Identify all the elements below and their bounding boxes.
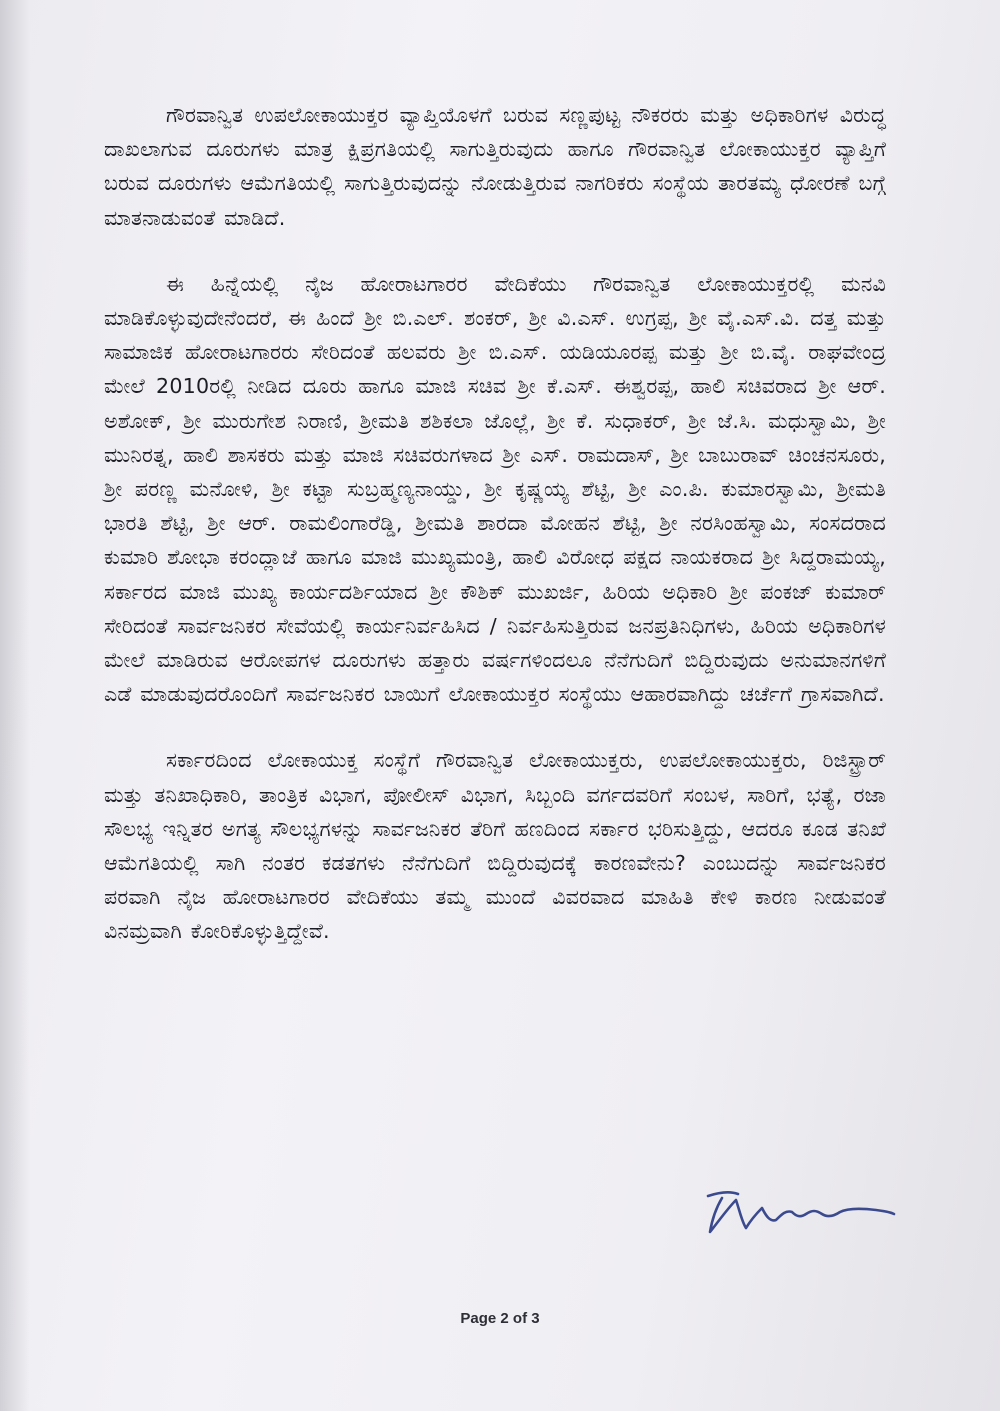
letter-body <box>104 98 886 949</box>
paragraph-1: ಗೌರವಾನ್ವಿತ ಉಪಲೋಕಾಯುಕ್ತರ ವ್ಯಾಪ್ತಿಯೊಳಗೆ ಬರುವ ಸಣ್ಣಪುಟ್ಟ ನೌಕರರು ಮತ್ತು ಅಧಿಕಾರಿಗಳ ವಿರುದ್ಧ ದಾಖಲಾಗುವ ದೂರುಗಳು ಮಾತ್ರ ಕ್ಷಿಪ್ರಗತಿಯಲ್ಲಿ ಸಾಗುತ್ತಿರುವುದು ಹಾಗೂ ಗೌರವಾನ್ವಿತ ಲೋಕಾಯುಕ್ತರ ವ್ಯಾಪ್ತಿಗೆ ಬರುವ ದೂರುಗಳು ಆಮೆಗತಿಯಲ್ಲಿ ಸಾಗುತ್ತಿರುವುದನ್ನು ನೋಡುತ್ತಿರುವ ನಾಗರಿಕರು ಸಂಸ್ಥೆಯ ತಾರತಮ್ಯ ಧೋರಣೆ ಬಗ್ಗೆ ಮಾತನಾಡುವಂತೆ ಮಾಡಿದೆ. <box>104 103 886 230</box>
page-edge-shadow <box>0 0 30 1411</box>
handwritten-signature <box>700 1178 896 1242</box>
paragraph-2: ಈ ಹಿನ್ನೆಯಲ್ಲಿ ನೈಜ ಹೋರಾಟಗಾರರ ವೇದಿಕೆಯು ಗೌರವಾನ್ವಿತ ಲೋಕಾಯುಕ್ತರಲ್ಲಿ ಮನವಿ ಮಾಡಿಕೊಳ್ಳುವುದೇನೆಂದರೆ, ಈ ಹಿಂದೆ ಶ್ರೀ ಬಿ.ಎಲ್. ಶಂಕರ್, ಶ್ರೀ ವಿ.ಎಸ್. ಉಗ್ರಪ್ಪ, ಶ್ರೀ ವೈ.ಎಸ್.ವಿ. ದತ್ತ ಮತ್ತು ಸಾಮಾಜಿಕ ಹೋರಾಟಗಾರರು ಸೇರಿದಂತೆ ಹಲವರು ಶ್ರೀ ಬಿ.ಎಸ್. ಯಡಿಯೂರಪ್ಪ ಮತ್ತು ಶ್ರೀ ಬಿ.ವೈ. ರಾಘವೇಂದ್ರ ಮೇಲೆ 2010ರಲ್ಲಿ ನೀಡಿದ ದೂರು ಹಾಗೂ ಮಾಜಿ ಸಚಿವ ಶ್ರೀ ಕೆ.ಎಸ್. ಈಶ್ವರಪ್ಪ, ಹಾಲಿ ಸಚಿವರಾದ ಶ್ರೀ ಆರ್. ಅಶೋಕ್, ಶ್ರೀ ಮುರುಗೇಶ ನಿರಾಣಿ, ಶ್ರೀಮತಿ ಶಶಿಕಲಾ ಜೊಲ್ಲೆ, ಶ್ರೀ ಕೆ. ಸುಧಾಕರ್, ಶ್ರೀ ಜೆ.ಸಿ. ಮಧುಸ್ವಾಮಿ, ಶ್ರೀ ಮುನಿರತ್ನ, ಹಾಲಿ ಶಾಸಕರು ಮತ್ತು ಮಾಜಿ ಸಚಿವರುಗಳಾದ ಶ್ರೀ ಎಸ್. ರಾಮದಾಸ್, ಶ್ರೀ ಬಾಬುರಾವ್ ಚಿಂಚನಸೂರು, ಶ್ರೀ ಪರಣ್ಣ ಮನೋಳಿ, ಶ್ರೀ ಕಟ್ಟಾ ಸುಬ್ರಹ್ಮಣ್ಯನಾಯ್ಡು, ಶ್ರೀ ಕೃಷ್ಣಯ್ಯ ಶೆಟ್ಟಿ, ಶ್ರೀ ಎಂ.ಪಿ. ಕುಮಾರಸ್ವಾಮಿ, ಶ್ರೀಮತಿ ಭಾರತಿ ಶೆಟ್ಟಿ, ಶ್ರೀ ಆರ್. ರಾಮಲಿಂಗಾರೆಡ್ಡಿ, ಶ್ರೀಮತಿ ಶಾರದಾ ಮೋಹನ ಶೆಟ್ಟಿ, ಶ್ರೀ ನರಸಿಂಹಸ್ವಾಮಿ, ಸಂಸದರಾದ ಕುಮಾರಿ ಶೋಭಾ ಕರಂದ್ಲಾಜೆ ಹಾಗೂ ಮಾಜಿ ಮುಖ್ಯಮಂತ್ರಿ, ಹಾಲಿ ವಿರೋಧ ಪಕ್ಷದ ನಾಯಕರಾದ ಶ್ರೀ ಸಿದ್ದರಾಮಯ್ಯ, ಸರ್ಕಾರದ ಮಾಜಿ ಮುಖ್ಯ ಕಾರ್ಯದರ್ಶಿಯಾದ ಶ್ರೀ ಕೌಶಿಕ್ ಮುಖರ್ಜಿ, ಹಿರಿಯ ಅಧಿಕಾರಿ ಶ್ರೀ ಪಂಕಜ್ ಕುಮಾರ್ ಸೇರಿದಂತೆ ಸಾರ್ವಜನಿಕರ ಸೇವೆಯಲ್ಲಿ ಕಾರ್ಯನಿರ್ವಹಿಸಿದ / ನಿರ್ವಹಿಸುತ್ತಿರುವ ಜನಪ್ರತಿನಿಧಿಗಳು, ಹಿರಿಯ ಅಧಿಕಾರಿಗಳ ಮೇಲೆ ಮಾಡಿರುವ ಆರೋಪಗಳ ದೂರುಗಳು ಹತ್ತಾರು ವರ್ಷಗಳಿಂದಲೂ ನೆನೆಗುದಿಗೆ ಬಿದ್ದಿರುವುದು ಅನುಮಾನಗಳಿಗೆ ಎಡೆ ಮಾಡುವುದರೊಂದಿಗೆ ಸಾರ್ವಜನಿಕರ ಬಾಯಿಗೆ ಲೋಕಾಯುಕ್ತರ ಸಂಸ್ಥೆಯು ಆಹಾರವಾಗಿದ್ದು ಚರ್ಚೆಗೆ ಗ್ರಾಸವಾಗಿದೆ. <box>104 271 886 707</box>
page-number: Page 2 of 3 <box>460 1310 540 1327</box>
paragraph-3: ಸರ್ಕಾರದಿಂದ ಲೋಕಾಯುಕ್ತ ಸಂಸ್ಥೆಗೆ ಗೌರವಾನ್ವಿತ ಲೋಕಾಯುಕ್ತರು, ಉಪಲೋಕಾಯುಕ್ತರು, ರಿಜಿಸ್ಟ್ರಾರ್ ಮತ್ತು ತನಿಖಾಧಿಕಾರಿ, ತಾಂತ್ರಿಕ ವಿಭಾಗ, ಪೋಲೀಸ್ ವಿಭಾಗ, ಸಿಬ್ಬಂದಿ ವರ್ಗದವರಿಗೆ ಸಂಬಳ, ಸಾರಿಗೆ, ಭತ್ಯೆ, ರಜಾ ಸೌಲಭ್ಯ ಇನ್ನಿತರ ಅಗತ್ಯ ಸೌಲಭ್ಯಗಳನ್ನು ಸಾರ್ವಜನಿಕರ ತೆರಿಗೆ ಹಣದಿಂದ ಸರ್ಕಾರ ಭರಿಸುತ್ತಿದ್ದು, ಆದರೂ ಕೂಡ ತನಿಖೆ ಆಮೆಗತಿಯಲ್ಲಿ ಸಾಗಿ ನಂತರ ಕಡತಗಳು ನೆನೆಗುದಿಗೆ ಬಿದ್ದಿರುವುದಕ್ಕೆ ಕಾರಣವೇನು? ಎಂಬುದನ್ನು ಸಾರ್ವಜನಿಕರ ಪರವಾಗಿ ನೈಜ ಹೋರಾಟಗಾರರ ವೇದಿಕೆಯು ತಮ್ಮ ಮುಂದೆ ವಿವರವಾದ ಮಾಹಿತಿ ಕೇಳಿ ಕಾರಣ ನೀಡುವಂತೆ ವಿನಮ್ರವಾಗಿ ಕೋರಿಕೊಳ್ಳುತ್ತಿದ್ದೇವೆ. <box>104 748 886 944</box>
